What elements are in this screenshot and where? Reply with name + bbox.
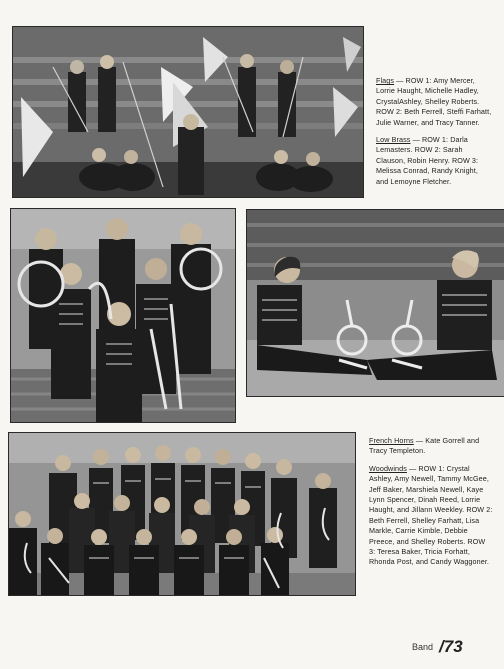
caption-woodwinds-body: — ROW 1: Crystal Ashley, Amy Newell, Tammy McGee, Jeff Baker, Marshiela Newell, Kaye Lynn Spencer, Dinah Reed, Lorrie Haught, and Jillann Weekley. ROW 2: Beth Ferrell, Shelley Farhatt, Lisa Markle, Carrie Kimble, Debbie Preece, and Shelley Roberts. ROW 3: Teresa Baker, Tricia Forhatt, Rhonda Post, and Candy Waggoner. <box>369 463 493 567</box>
caption-woodwinds <box>369 464 493 568</box>
page-number: /73 <box>439 637 463 656</box>
caption-low-brass <box>376 135 492 187</box>
caption-french-horns-body: — Kate Gorrell and Tracy Templeton. <box>369 436 480 456</box>
caption-french-horns-woodwinds <box>369 436 493 575</box>
page-folio <box>412 637 463 657</box>
section-name: Band <box>412 642 434 652</box>
french-horns-photo <box>246 209 504 397</box>
caption-low-brass-body: — ROW 1: Darla Lemasters. ROW 2: Sarah Clauson, Robin Henry. ROW 3: Melissa Conrad, Randy Knight, and Lemoyne Fletcher. <box>376 135 479 186</box>
caption-woodwinds-heading: Woodwinds <box>369 463 407 473</box>
caption-flags-body: — ROW 1: Amy Mercer, Lorrie Haught, Michelle Hadley, CrystalAshley, Shelley Roberts. ROW 2: Beth Ferrell, Steffi Farhatt, Julie Warner, and Tracy Tanner. <box>376 76 492 127</box>
caption-flags <box>376 76 492 128</box>
caption-french-horns-heading: French Horns <box>369 436 414 445</box>
caption-french-horns <box>369 436 493 457</box>
flags-group-photo <box>12 26 364 198</box>
low-brass-group-photo <box>10 208 236 423</box>
caption-flags-low-brass <box>376 76 492 194</box>
caption-low-brass-heading: Low Brass <box>376 135 411 145</box>
caption-flags-heading: Flags <box>376 76 395 85</box>
woodwinds-group-photo <box>8 432 356 596</box>
